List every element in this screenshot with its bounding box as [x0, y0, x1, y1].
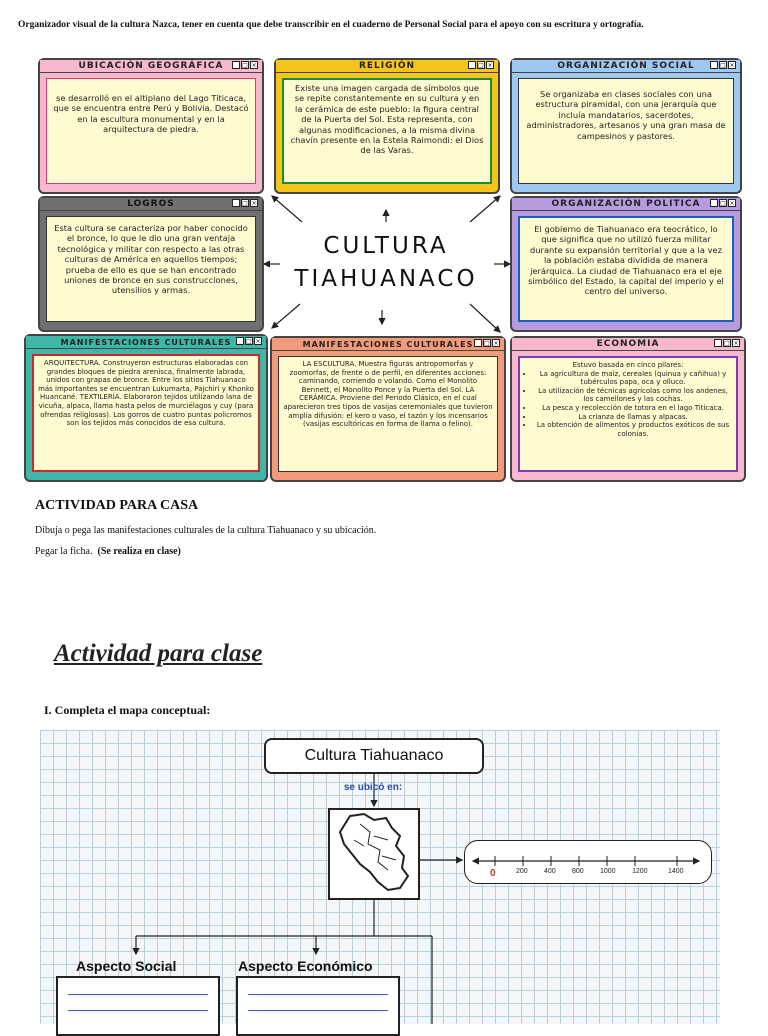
tick-label: 1000 — [600, 868, 616, 875]
aspect-social-label: Aspecto Social — [76, 958, 177, 974]
center-title-line2: TIAHUANACO — [294, 266, 478, 292]
box-title: RELIGIÓN — [358, 61, 416, 71]
list-item: • La crianza de llamas y alpacas. — [534, 413, 732, 422]
tick-label: 200 — [516, 868, 528, 875]
tick-label: 1200 — [632, 868, 648, 875]
window-controls-icon: _ □ × — [468, 61, 494, 69]
center-title-line1: CULTURA — [323, 233, 449, 259]
peru-map-icon — [328, 808, 420, 900]
list-item: • La utilización de técnicas agrícolas como los andenes, los camellones y las cochas. — [534, 387, 732, 404]
aspect-social-box[interactable] — [56, 976, 220, 1036]
window-controls-icon: _ □ × — [710, 199, 736, 207]
casa-line2-note: (Se realiza en clase) — [97, 546, 181, 557]
box-title: MANIFESTACIONES CULTURALES — [60, 337, 232, 347]
window-controls-icon: _ □ × — [714, 339, 740, 347]
clase-item: I. Completa el mapa conceptual: — [44, 703, 211, 717]
concept-map-title: Cultura Tiahuanaco — [264, 738, 484, 774]
casa-line1: Dibuja o pega las manifestaciones culturales de la cultura Tiahuanaco y su ubicación. — [35, 525, 377, 536]
aspect-economico-label: Aspecto Económico — [238, 958, 373, 974]
list-item: • La agricultura de maíz, cereales (quinua y cañihua) y tubérculos papa, oca y olluco. — [534, 370, 732, 387]
tick-label: 0 — [490, 868, 496, 879]
casa-line2-text: Pegar la ficha. — [35, 546, 93, 557]
box-title: ORGANIZACIÓN SOCIAL — [557, 61, 695, 71]
peru-map-shape — [330, 810, 418, 898]
window-controls-icon: _ □ × — [236, 337, 262, 345]
tick-label: 1400 — [668, 868, 684, 875]
box-text: Existe una imagen cargada de símbolos que se repite constantemente en su cultura y en la cerámica de este pueblo: la figura central de la Puerta del Sol. Esta representa, con algunas modificaciones, a la misma divina chavín presente en la Estela Raimondi: el Dios de las Varas. — [282, 78, 492, 184]
box-title: MANIFESTACIONES CULTURALES — [302, 339, 474, 349]
box-text: El gobierno de Tiahuanaco era teocrático, lo que significa que no utilizó fuerza militar durante su expansión territorial y que a la vez la población estaba dividida de manera jerárquica. La ciudad de Tiahuanaco era el eje simbólico del Estado, la capital del imperio y el centro del universo. — [518, 216, 734, 322]
window-controls-icon: _ □ × — [232, 61, 258, 69]
box-text: Esta cultura se caracteriza por haber conocido el bronce, lo que le dio una gran ventaja tecnológica y militar con respecto a las otras culturas de América en aquellos tiempos; prueba de ello es que se han encontrado uniones de bronce en sus construcciones, utensilios y armas. — [46, 216, 256, 322]
aspect-economico-box[interactable] — [236, 976, 400, 1036]
list-item: • La obtención de alimentos y productos exóticos de sus colonias. — [534, 421, 732, 438]
box-text: LA ESCULTURA. Muestra figuras antropomorfas y zoomorfas, de frente o de perfil, en diferentes acciones: caminando, corriendo o volando. Como el Monolito Bennett, el Monolito Ponce y la Puerta del Sol. LA CERÁMICA. Proviene del Periodo Clásico, en el cual aparecieron tres tipos de vasijas ceremoniales que tuvieron amplia difusión: el kero o vaso, el tazón y los incensarios (vasijas escultóricas en forma de llama o felino). — [278, 356, 498, 472]
economia-intro: Estuvo basada en cinco pilares: — [572, 361, 684, 369]
box-title: LOGROS — [127, 199, 175, 209]
window-controls-icon: _ □ × — [232, 199, 258, 207]
concept-map-sub: se ubicó en: — [343, 782, 403, 793]
intro-text: Organizador visual de la cultura Nazca, tener en cuenta que debe transcribir en el cuaderno de Personal Social para el apoyo con su escritura y ortografía. — [18, 20, 644, 30]
box-title: UBICACIÓN GEOGRÁFICA — [78, 61, 224, 71]
box-text: se desarrolló en el altiplano del Lago Titicaca, que se encuentra entre Perú y Bolivia. Destacó en la escultura monumental y en la arquitectura de piedra. — [46, 78, 256, 184]
casa-heading: ACTIVIDAD PARA CASA — [35, 498, 199, 513]
window-controls-icon: _ □ × — [474, 339, 500, 347]
tick-label: 800 — [572, 868, 584, 875]
tick-label: 400 — [544, 868, 556, 875]
box-title: ECONOMIA — [596, 339, 660, 349]
timeline-axis — [465, 841, 709, 881]
timeline-box — [464, 840, 712, 884]
list-item: • La pesca y recolección de totora en el lago Titicaca. — [534, 404, 732, 413]
box-title: ORGANIZACIÓN POLITICA — [551, 199, 701, 209]
window-controls-icon: _ □ × — [710, 61, 736, 69]
clase-heading: Actividad para clase — [54, 640, 263, 667]
box-text: ARQUITECTURA. Construyeron estructuras elaboradas con grandes bloques de piedra arenisca, finalmente labrada, unidos con grapas de bronce. Entre los sitios Tiahuanaco más importantes se encuentran Lukumarta, Pajchiri y Khonko Huancané. TEXTILERÍA. Elaboraron tejidos utilizando lana de vicuña, alpaca, llama hasta pelos de murciélagos y cuy (para ofrendas religiosas). Los gorros de cuatro puntas policromos son los tejidos más conocidos de esa cultura. — [32, 354, 260, 472]
box-text: Se organizaba en clases sociales con una estructura piramidal, con una jerarquía que incluía mandatarios, sacerdotes, administradores, artesanos y una gran masa de campesinos y pastores. — [518, 78, 734, 184]
